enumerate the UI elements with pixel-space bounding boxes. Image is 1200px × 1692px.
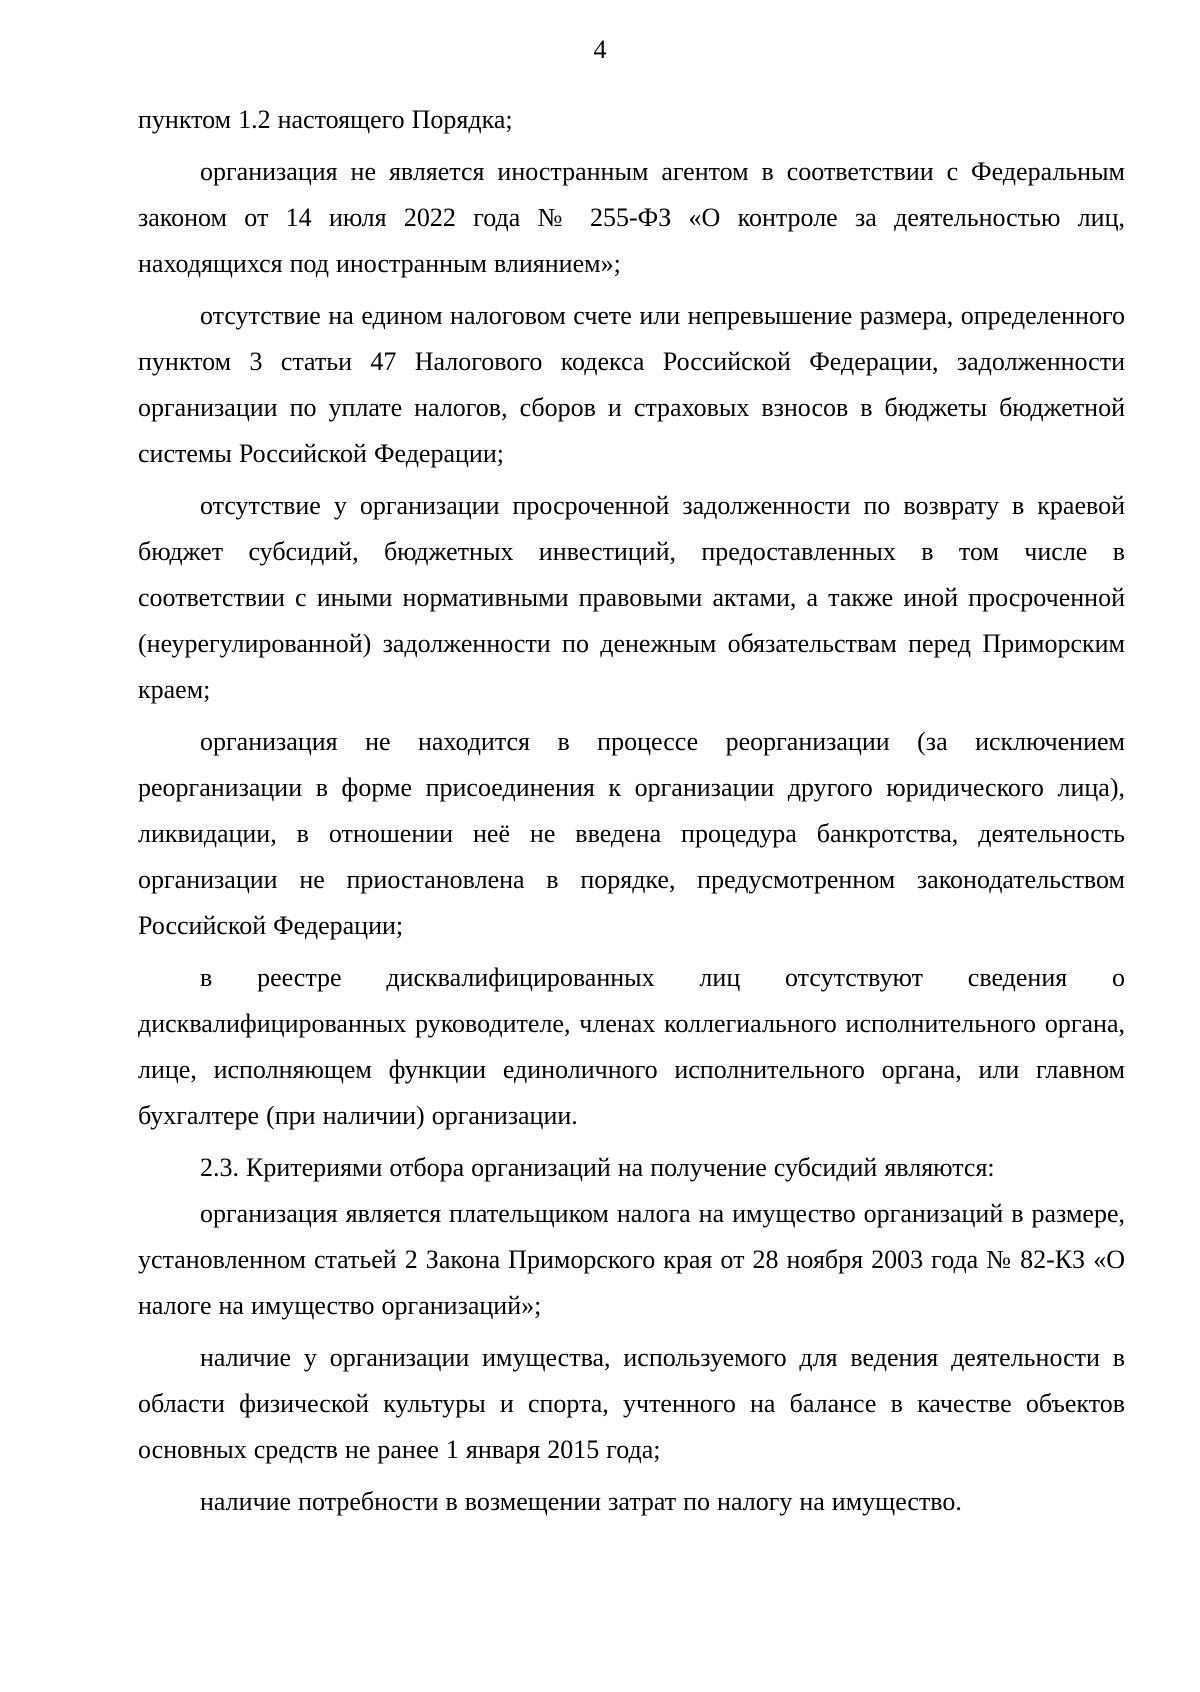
- page-number: 4: [593, 35, 607, 64]
- paragraph-sport-property: наличие у организации имущества, используемого для ведения деятельности в области физической культуры и спорта, учтенного на балансе в качестве объектов основных средств не ранее 1 января 2015 года;: [138, 1343, 1125, 1464]
- paragraph-criteria-heading: 2.3. Критериями отбора организаций на получение субсидий являются:: [200, 1153, 995, 1182]
- paragraph-continuation: пунктом 1.2 настоящего Порядка;: [138, 105, 513, 134]
- paragraph-overdue-debt: отсутствие у организации просроченной задолженности по возврату в краевой бюджет субсидий, бюджетных инвестиций, предоставленных в том числе в соответствии с иными нормативными правовыми актами, а также иной просроченной (неурегулированной) задолженности по денежным обязательствам перед Приморским краем;: [138, 491, 1125, 704]
- document-body: [138, 97, 1125, 1525]
- paragraph-reimbursement-need: наличие потребности в возмещении затрат по налогу на имущество.: [200, 1487, 962, 1516]
- paragraph-reorganization: организация не находится в процессе реорганизации (за исключением реорганизации в форме присоединения к организации другого юридического лица), ликвидации, в отношении неё не введена процедура банкротства, деятельность организации не приостановлена в порядке, предусмотренном законодательством Российской Федерации;: [138, 727, 1125, 940]
- paragraph-foreign-agent: организация не является иностранным агентом в соответствии с Федеральным законом от 14 июля 2022 года № 255-ФЗ «О контроле за деятельностью лиц, находящихся под иностранным влиянием»;: [138, 157, 1125, 278]
- paragraph-tax-debt: отсутствие на едином налоговом счете или непревышение размера, определенного пунктом 3 статьи 47 Налогового кодекса Российской Федерации, задолженности организации по уплате налогов, сборов и страховых взносов в бюджеты бюджетной системы Российской Федерации;: [138, 301, 1125, 468]
- paragraph-property-tax-payer: организация является плательщиком налога на имущество организаций в размере, установленном статьей 2 Закона Приморского края от 28 ноября 2003 года № 82-КЗ «О налоге на имущество организаций»;: [138, 1199, 1125, 1320]
- paragraph-disqualified-persons: в реестре дисквалифицированных лиц отсутствуют сведения о дисквалифицированных руководителе, членах коллегиального исполнительного органа, лице, исполняющем функции единоличного исполнительного органа, или главном бухгалтере (при наличии) организации.: [138, 963, 1125, 1130]
